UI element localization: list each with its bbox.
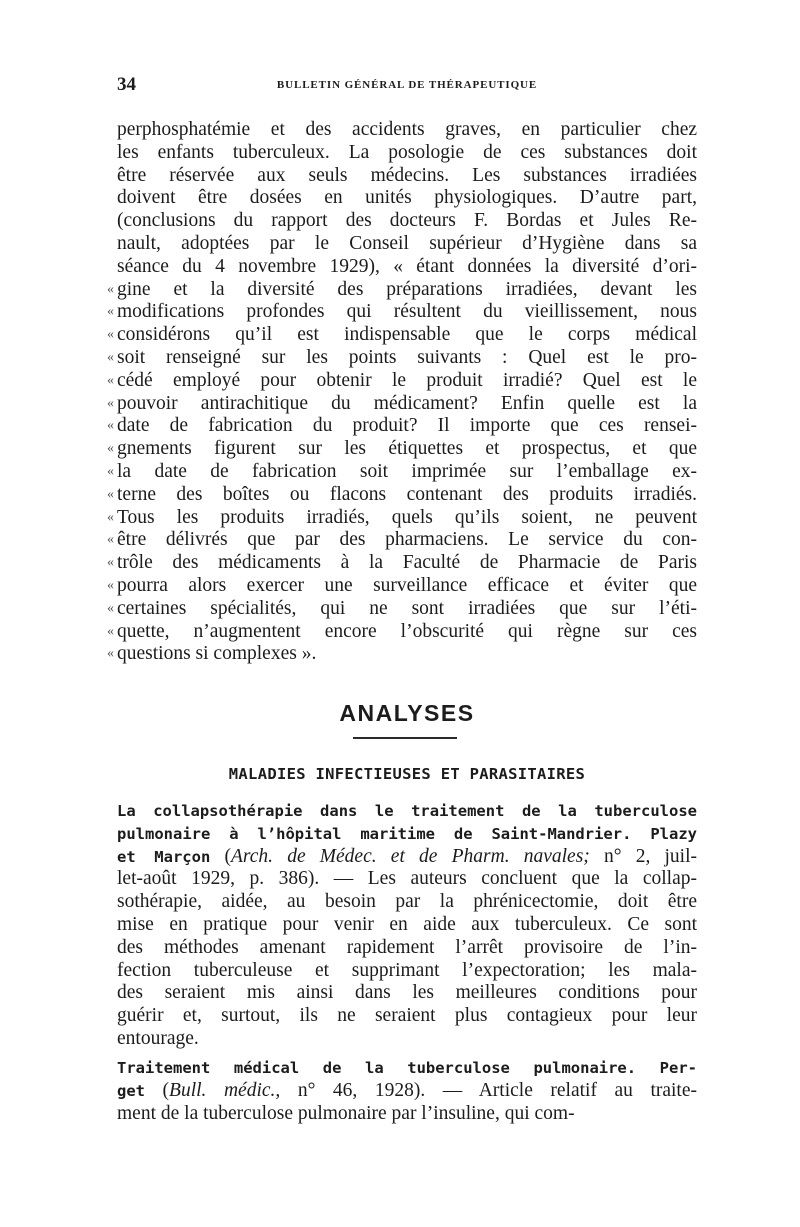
text-line-content: nault, adoptées par le Conseil supérieur d’Hygiène dans sa bbox=[117, 232, 697, 254]
section-divider bbox=[353, 737, 457, 739]
text-line-content: pouvoir antirachitique du médicament? Enfin quelle est la bbox=[117, 392, 697, 414]
quote-mark: « bbox=[107, 372, 114, 388]
quote-mark: « bbox=[107, 555, 114, 571]
body-paragraph bbox=[107, 119, 697, 666]
analysis-line bbox=[117, 1028, 697, 1051]
text-line-content: pourra alors exercer une surveillance efficace et éviter que bbox=[117, 574, 697, 596]
text-line bbox=[107, 301, 697, 324]
text-line bbox=[107, 415, 697, 438]
text-line bbox=[107, 278, 697, 302]
text-line-content: doivent être dosées en unités physiologiques. D’autre part, bbox=[117, 187, 697, 209]
analysis-text: fection tuberculeuse et supprimant l’expectoration; les mala- bbox=[117, 959, 697, 981]
text-line bbox=[117, 233, 697, 256]
text-line bbox=[117, 256, 697, 279]
citation-text: Arch. de Médec. et de Pharm. navales; bbox=[230, 845, 590, 867]
quote-mark: « bbox=[107, 281, 114, 297]
analysis-title-text: La collapsothérapie dans le traitement de la tuberculose bbox=[117, 802, 697, 820]
quote-mark: « bbox=[107, 509, 114, 525]
quote-mark: « bbox=[107, 395, 114, 411]
quote-mark: « bbox=[107, 577, 114, 593]
quote-mark: « bbox=[107, 349, 114, 365]
analysis-line bbox=[117, 891, 697, 914]
analysis-title-text: pulmonaire à l’hôpital maritime de Saint-Mandrier. Plazy bbox=[117, 824, 697, 843]
quote-mark: « bbox=[107, 486, 114, 502]
analysis-text: n° 46, 1928). — Article relatif au traite- bbox=[280, 1079, 697, 1101]
running-title: BULLETIN GÉNÉRAL DE THÉRAPEUTIQUE bbox=[276, 79, 538, 91]
analysis-line bbox=[117, 846, 697, 869]
text-line-content: la date de fabrication soit imprimée sur l’emballage ex- bbox=[117, 460, 697, 482]
text-line-content: modifications profondes qui résultent du vieillissement, nous bbox=[117, 301, 697, 323]
quote-mark: « bbox=[107, 463, 114, 479]
text-line bbox=[117, 210, 697, 233]
text-line-content: gine et la diversité des préparations irradiées, devant les bbox=[117, 278, 697, 300]
text-line bbox=[117, 187, 697, 210]
text-line bbox=[107, 620, 697, 644]
analysis-text: let-août 1929, p. 386). — Les auteurs concluent que la collap- bbox=[117, 868, 697, 890]
text-line bbox=[117, 119, 697, 142]
text-line-content: être délivrés que par des pharmaciens. Le service du con- bbox=[117, 529, 697, 551]
analysis-entry bbox=[117, 800, 697, 1051]
quote-mark: « bbox=[107, 646, 114, 662]
analysis-text: ment de la tuberculose pulmonaire par l’insuline, qui com- bbox=[117, 1102, 575, 1124]
text-line bbox=[107, 597, 697, 621]
text-line-content: trôle des médicaments à la Faculté de Pharmacie de Paris bbox=[117, 552, 697, 574]
quote-mark: « bbox=[107, 600, 114, 616]
text-line bbox=[107, 392, 697, 416]
text-line bbox=[117, 142, 697, 165]
text-line-content: perphosphatémie et des accidents graves, en particulier chez bbox=[117, 119, 697, 140]
analysis-line bbox=[117, 960, 697, 983]
text-line bbox=[107, 346, 697, 370]
text-line bbox=[107, 460, 697, 484]
text-line bbox=[107, 369, 697, 393]
text-line bbox=[117, 165, 697, 188]
quote-mark: « bbox=[107, 418, 114, 434]
analysis-line bbox=[117, 914, 697, 937]
text-line-content: considérons qu’il est indispensable que le corps médical bbox=[117, 324, 697, 346]
text-line-content: quette, n’augmentent encore l’obscurité qui règne sur ces bbox=[117, 620, 697, 642]
citation-text: Bull. médic., bbox=[169, 1079, 281, 1101]
section-title: ANALYSES bbox=[339, 700, 475, 726]
text-line-content: séance du 4 novembre 1929), « étant données la diversité d’ori- bbox=[117, 255, 697, 277]
analysis-text: guérir et, surtout, ils ne seraient plus contagieux pour leur bbox=[117, 1005, 697, 1027]
text-line-content: Tous les produits irradiés, quels qu’ils soient, ne peuvent bbox=[117, 506, 697, 528]
analysis-title-text: Traitement médical de la tuberculose pulmonaire. Per- bbox=[117, 1059, 697, 1077]
text-line-content: soit renseigné sur les points suivants : Quel est le pro- bbox=[117, 346, 697, 368]
analysis-line bbox=[117, 823, 697, 846]
analysis-text: sothérapie, aidée, au besoin par la phrénicectomie, doit être bbox=[117, 891, 697, 913]
text-line bbox=[107, 483, 697, 507]
analysis-line bbox=[117, 1103, 697, 1126]
text-line-content: terne des boîtes ou flacons contenant des produits irradiés. bbox=[117, 483, 697, 505]
subsection-title: MALADIES INFECTIEUSES ET PARASITAIRES bbox=[228, 765, 586, 783]
text-line-content: (conclusions du rapport des docteurs F. Bordas et Jules Re- bbox=[117, 210, 697, 232]
quote-mark: « bbox=[107, 441, 114, 457]
text-line bbox=[107, 552, 697, 575]
analysis-line bbox=[117, 800, 697, 823]
page-header bbox=[117, 74, 697, 98]
quote-mark: « bbox=[107, 623, 114, 639]
analysis-title-text: et Marçon bbox=[117, 847, 211, 866]
analysis-title-text: get bbox=[117, 1081, 145, 1100]
text-line bbox=[107, 529, 697, 552]
quote-mark: « bbox=[107, 532, 114, 548]
text-line bbox=[107, 438, 697, 461]
analysis-entry bbox=[117, 1057, 697, 1125]
analysis-text: des méthodes amenant rapidement l’arrêt provisoire de l’in- bbox=[117, 936, 697, 958]
text-line-content: être réservée aux seuls médecins. Les substances irradiées bbox=[117, 164, 697, 186]
analysis-text: mise en pratique pour venir en aide aux tuberculeux. Ce sont bbox=[117, 913, 697, 935]
quote-mark: « bbox=[107, 304, 114, 320]
text-line-content: certaines spécialités, qui ne sont irradiées que sur l’éti- bbox=[117, 597, 697, 619]
analysis-text: ( bbox=[145, 1079, 170, 1101]
text-line-content: date de fabrication du produit? Il importe que ces rensei- bbox=[117, 415, 697, 437]
text-line bbox=[107, 324, 697, 347]
text-line-content: questions si complexes ». bbox=[117, 643, 317, 665]
page-number: 34 bbox=[117, 74, 136, 95]
analysis-line bbox=[117, 1080, 697, 1103]
analysis-text: ( bbox=[210, 845, 231, 867]
text-line bbox=[107, 643, 697, 666]
analysis-text: des seraient mis ainsi dans les meilleures conditions pour bbox=[117, 982, 697, 1004]
text-line bbox=[107, 574, 697, 598]
analysis-line bbox=[117, 937, 697, 960]
text-line bbox=[107, 506, 697, 530]
analysis-line bbox=[117, 1057, 697, 1080]
text-line-content: gnements figurent sur les étiquettes et prospectus, et que bbox=[117, 438, 697, 460]
quote-mark: « bbox=[107, 327, 114, 343]
analysis-line bbox=[117, 868, 697, 891]
analysis-line bbox=[117, 1005, 697, 1028]
analysis-line bbox=[117, 982, 697, 1005]
text-line-content: cédé employé pour obtenir le produit irradié? Quel est le bbox=[117, 369, 697, 391]
text-line-content: les enfants tuberculeux. La posologie de ces substances doit bbox=[117, 141, 697, 163]
analysis-text: entourage. bbox=[117, 1027, 199, 1049]
analysis-text: n° 2, juil- bbox=[589, 845, 698, 867]
